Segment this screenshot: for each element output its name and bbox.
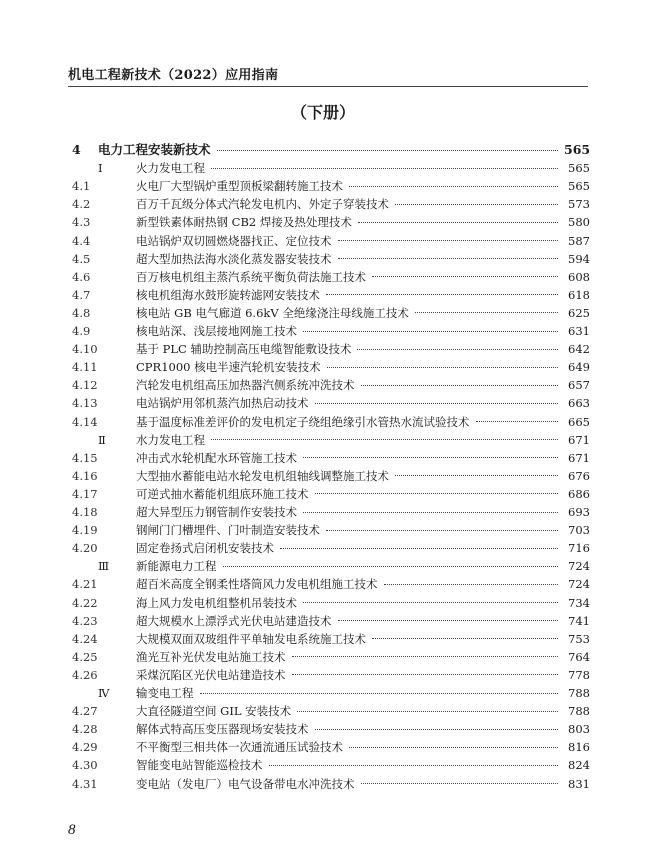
toc-item-row — [0, 268, 646, 286]
toc-entry-title: 基于温度标准差评价的发电机定子绕组绝缘引水管热水流试验技术 — [136, 414, 470, 429]
toc-entry-page: 803 — [568, 722, 590, 737]
toc-entry-number: 4.2 — [72, 197, 91, 212]
toc-entry-title: 超大规模水上漂浮式光伏电站建造技术 — [136, 613, 332, 628]
toc-entry-title: 采煤沉陷区光伏电站建造技术 — [136, 667, 286, 682]
toc-entry-title: 大型抽水蓄能电站水轮发电机组轴线调整施工技术 — [136, 468, 389, 483]
toc-entry-title: 核电站 GB 电气廊道 6.6kV 全绝缘浇注母线施工技术 — [136, 305, 409, 320]
toc-dot-leader — [303, 512, 558, 513]
toc-entry-number: 4.10 — [72, 342, 98, 357]
toc-entry-number: 4.24 — [72, 631, 98, 646]
toc-item-row — [0, 449, 646, 467]
toc-entry-page: 657 — [568, 378, 590, 393]
toc-entry-number: 4.11 — [72, 360, 98, 375]
toc-item-row — [0, 756, 646, 774]
toc-entry-number: Ⅳ — [98, 686, 110, 700]
toc-entry-number: 4.4 — [72, 233, 91, 248]
toc-entry-title: 海上风力发电机组整机吊装技术 — [136, 595, 297, 610]
toc-entry-page: 693 — [568, 505, 590, 519]
toc-entry-page: 753 — [568, 631, 590, 646]
toc-item-row — [0, 195, 646, 213]
toc-dot-leader — [217, 150, 558, 151]
toc-entry-title: 汽轮发电机组高压加热器汽侧系统冲洗技术 — [136, 378, 355, 393]
toc-entry-title: 输变电工程 — [136, 686, 194, 700]
running-header: 机电工程新技术（2022）应用指南 — [68, 68, 279, 83]
toc-item-row — [0, 376, 646, 394]
toc-entry-page: 594 — [568, 251, 590, 266]
toc-entry-number: 4.31 — [72, 776, 98, 791]
toc-dot-leader — [269, 765, 559, 766]
toc-item-row — [0, 612, 646, 630]
toc-item-row — [0, 539, 646, 557]
toc-entry-page: 580 — [568, 215, 590, 230]
toc-dot-leader — [303, 457, 558, 458]
toc-entry-page: 565 — [568, 179, 590, 194]
toc-item-row — [0, 358, 646, 376]
toc-entry-title: 百万千瓦级分体式汽轮发电机内、外定子穿装技术 — [136, 197, 389, 212]
toc-entry-title: 电站锅炉双切圆燃烧器找正、定位技术 — [136, 233, 332, 248]
toc-dot-leader — [384, 584, 559, 585]
toc-entry-title: 新型铁素体耐热钢 CB2 焊接及热处理技术 — [136, 215, 352, 230]
toc-entry-number: 4.30 — [72, 758, 98, 773]
toc-dot-leader — [349, 186, 558, 187]
toc-dot-leader — [372, 638, 558, 639]
toc-item-row — [0, 720, 646, 738]
toc-entry-page: 716 — [568, 541, 590, 556]
toc-item-row — [0, 666, 646, 684]
toc-entry-number: 4.22 — [72, 595, 98, 610]
toc-entry-title: 百万核电机组主蒸汽系统平衡负荷法施工技术 — [136, 269, 366, 284]
toc-dot-leader — [297, 711, 558, 712]
toc-entry-number: 4.1 — [72, 179, 91, 194]
toc-entry-title: 电站锅炉用邻机蒸汽加热启动技术 — [136, 396, 309, 411]
toc-dot-leader — [303, 602, 558, 603]
toc-dot-leader — [315, 493, 559, 494]
toc-entry-page: 631 — [568, 324, 590, 338]
toc-section-row — [0, 684, 646, 702]
toc-entry-title: 智能变电站智能巡检技术 — [136, 758, 263, 773]
toc-chapter-row — [0, 141, 646, 159]
toc-entry-number: 4.13 — [72, 396, 98, 411]
toc-dot-leader — [292, 656, 559, 657]
toc-item-row — [0, 286, 646, 304]
toc-item-row — [0, 177, 646, 195]
toc-entry-number: 4.12 — [72, 378, 98, 393]
toc-entry-title: CPR1000 核电半速汽轮机安装技术 — [136, 360, 321, 375]
toc-entry-number: Ⅰ — [98, 161, 103, 176]
toc-entry-number: 4.15 — [72, 450, 98, 465]
toc-item-row — [0, 413, 646, 431]
toc-entry-number: 4.27 — [72, 704, 98, 719]
toc-dot-leader — [361, 385, 559, 386]
toc-entry-number: 4.9 — [72, 324, 91, 338]
toc-dot-leader — [211, 439, 558, 440]
toc-entry-page: 565 — [564, 142, 591, 157]
toc-dot-leader — [280, 548, 558, 549]
toc-entry-number: 4.5 — [72, 251, 91, 266]
toc-dot-leader — [315, 403, 559, 404]
toc-entry-title: 火力发电工程 — [136, 161, 205, 176]
toc-entry-page: 618 — [568, 287, 590, 302]
toc-entry-page: 816 — [568, 740, 590, 755]
toc-entry-page: 778 — [568, 667, 590, 682]
toc-entry-title: 渔光互补光伏发电站施工技术 — [136, 649, 286, 664]
toc-item-row — [0, 503, 646, 521]
toc-entry-number: 4.7 — [72, 287, 91, 302]
toc-item-row — [0, 575, 646, 593]
toc-entry-number: 4.17 — [72, 486, 98, 501]
toc-entry-page: 573 — [568, 197, 590, 212]
toc-entry-number: Ⅲ — [98, 559, 110, 574]
toc-entry-title: 钢闸门门槽埋件、门叶制造安装技术 — [136, 523, 320, 538]
toc-entry-number: 4.14 — [72, 414, 98, 429]
toc-entry-number: 4.28 — [72, 722, 98, 737]
toc-entry-number: 4.16 — [72, 468, 98, 483]
toc-entry-number: 4.20 — [72, 541, 98, 556]
toc-dot-leader — [372, 276, 558, 277]
toc-entry-title: 不平衡型三相共体一次通流通压试验技术 — [136, 740, 343, 755]
toc-entry-page: 824 — [568, 758, 590, 773]
toc-entry-page: 703 — [568, 523, 590, 538]
toc-entry-page: 734 — [568, 595, 590, 610]
toc-item-row — [0, 340, 646, 358]
toc-item-row — [0, 521, 646, 539]
toc-entry-number: 4.6 — [72, 269, 91, 284]
toc-item-row — [0, 594, 646, 612]
toc-entry-title: 冲击式水轮机配水环管施工技术 — [136, 450, 297, 465]
toc-entry-number: 4.26 — [72, 667, 98, 682]
toc-entry-page: 642 — [568, 342, 590, 357]
toc-entry-page: 663 — [568, 396, 590, 411]
toc-item-row — [0, 775, 646, 793]
toc-entry-title: 水力发电工程 — [136, 432, 205, 447]
toc-item-row — [0, 322, 646, 340]
toc-entry-number: 4.29 — [72, 740, 98, 755]
toc-dot-leader — [326, 294, 558, 295]
toc-entry-title: 变电站（发电厂）电气设备带电水冲洗技术 — [136, 776, 355, 791]
toc-entry-number: 4.25 — [72, 649, 98, 664]
toc-entry-number: 4.8 — [72, 305, 91, 320]
toc-dot-leader — [395, 475, 558, 476]
toc-dot-leader — [338, 258, 559, 259]
toc-dot-leader — [211, 168, 558, 169]
toc-item-row — [0, 648, 646, 666]
toc-dot-leader — [315, 729, 559, 730]
toc-entry-title: 核电机组海水鼓形旋转滤网安装技术 — [136, 287, 320, 302]
toc-dot-leader — [338, 240, 559, 241]
toc-dot-leader — [357, 349, 558, 350]
toc-entry-page: 724 — [568, 577, 590, 592]
toc-entry-page: 741 — [568, 613, 590, 628]
toc-dot-leader — [349, 747, 558, 748]
toc-entry-title: 超大异型压力钢管制作安装技术 — [136, 505, 297, 519]
toc-entry-page: 649 — [568, 360, 590, 375]
toc-dot-leader — [200, 693, 559, 694]
toc-item-row — [0, 485, 646, 503]
toc-entry-page: 608 — [568, 269, 590, 284]
toc-entry-page: 788 — [568, 686, 590, 700]
toc-entry-page: 831 — [568, 776, 590, 791]
toc-item-row — [0, 232, 646, 250]
toc-entry-title: 可逆式抽水蓄能机组底环施工技术 — [136, 486, 309, 501]
toc-section-row — [0, 159, 646, 177]
toc-entry-number: Ⅱ — [98, 432, 106, 447]
toc-entry-title: 解体式特高压变压器现场安装技术 — [136, 722, 309, 737]
toc-section-row — [0, 557, 646, 575]
toc-entry-title: 基于 PLC 辅助控制高压电缆智能敷设技术 — [136, 342, 352, 357]
toc-item-row — [0, 304, 646, 322]
toc-entry-title: 超百米高度全钢柔性塔筒风力发电机组施工技术 — [136, 577, 378, 592]
toc-entry-page: 724 — [568, 559, 590, 574]
toc-entry-title: 固定卷扬式启闭机安装技术 — [136, 541, 274, 556]
toc-item-row — [0, 702, 646, 720]
toc-entry-number: 4.3 — [72, 215, 91, 230]
toc-dot-leader — [415, 312, 558, 313]
toc-dot-leader — [326, 530, 558, 531]
toc-item-row — [0, 630, 646, 648]
toc-entry-page: 788 — [568, 704, 590, 719]
toc-item-row — [0, 250, 646, 268]
toc-entry-page: 565 — [568, 161, 590, 176]
volume-title: （下册） — [290, 103, 355, 122]
toc-entry-page: 671 — [568, 432, 590, 447]
toc-item-row — [0, 467, 646, 485]
toc-entry-title: 核电站深、浅层接地网施工技术 — [136, 324, 297, 338]
toc-entry-page: 676 — [568, 468, 590, 483]
toc-entry-page: 686 — [568, 486, 590, 501]
toc-entry-page: 665 — [568, 414, 590, 429]
toc-entry-page: 625 — [568, 305, 590, 320]
toc-entry-number: 4.21 — [72, 577, 98, 592]
toc-dot-leader — [361, 783, 559, 784]
toc-dot-leader — [223, 566, 559, 567]
toc-entry-title: 大直径隧道空间 GIL 安装技术 — [136, 704, 292, 719]
toc-entry-page: 764 — [568, 649, 590, 664]
toc-entry-title: 火电厂大型锅炉重型顶板梁翻转施工技术 — [136, 179, 343, 194]
toc-dot-leader — [292, 674, 559, 675]
toc-entry-page: 587 — [568, 233, 590, 248]
toc-entry-number: 4.18 — [72, 505, 98, 519]
toc-item-row — [0, 394, 646, 412]
page-number: 8 — [68, 822, 76, 838]
toc-entry-title: 新能源电力工程 — [136, 559, 217, 574]
toc-dot-leader — [395, 204, 558, 205]
toc-item-row — [0, 738, 646, 756]
toc-section-row — [0, 431, 646, 449]
toc-dot-leader — [338, 620, 559, 621]
toc-dot-leader — [327, 367, 558, 368]
toc-entry-number: 4.23 — [72, 613, 98, 628]
toc-entry-title: 电力工程安装新技术 — [98, 142, 211, 157]
toc-dot-leader — [476, 421, 559, 422]
toc-entry-number: 4.19 — [72, 523, 98, 538]
toc-entry-title: 超大型加热法海水淡化蒸发器安装技术 — [136, 251, 332, 266]
toc-entry-number: 4 — [72, 142, 81, 157]
toc-item-row — [0, 213, 646, 231]
toc-dot-leader — [358, 222, 558, 223]
toc-dot-leader — [303, 331, 558, 332]
toc-entry-title: 大规模双面双玻组件平单轴发电系统施工技术 — [136, 631, 366, 646]
toc-entry-page: 671 — [568, 450, 590, 465]
